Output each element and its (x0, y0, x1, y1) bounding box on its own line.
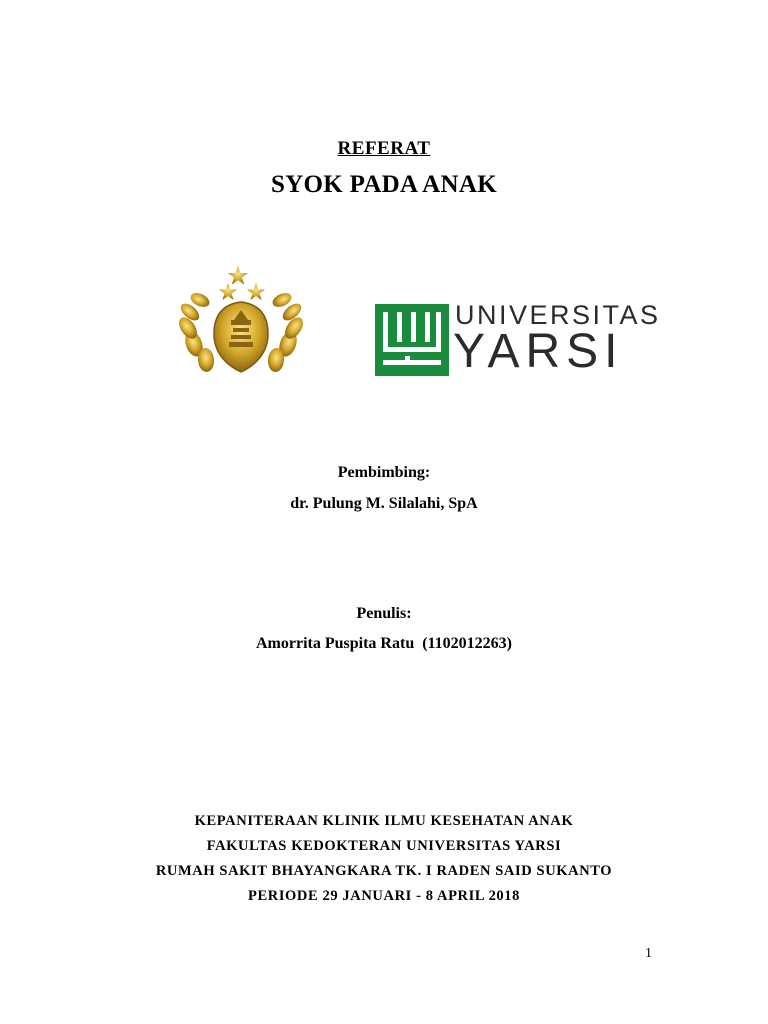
period-line: PERIODE 29 JANUARI - 8 APRIL 2018 (248, 888, 520, 904)
star-icon (247, 283, 265, 300)
logo-line-yarsi: YARSI (453, 325, 624, 378)
hospital-line: RUMAH SAKIT BHAYANGKARA TK. I RADEN SAID SUKANTO (155, 863, 613, 879)
document-type: REFERAT (337, 138, 431, 159)
yarsi-university-logo (375, 300, 661, 378)
department-line: KEPANITERAAN KLINIK ILMU KESEHATAN ANAK (194, 813, 574, 829)
document-title: SYOK PADA ANAK (271, 171, 497, 198)
supervisor-label: Pembimbing: (337, 464, 431, 481)
page-number: 1 (645, 946, 652, 961)
writer-name: Amorrita Puspita Ratu (1102012263) (256, 635, 512, 652)
yarsi-mark-icon (375, 304, 449, 376)
writer-label: Penulis: (356, 605, 412, 622)
police-emblem-logo (176, 262, 306, 384)
star-icon (219, 283, 237, 300)
supervisor-name: dr. Pulung M. Silalahi, SpA (290, 495, 478, 512)
star-icon (228, 266, 248, 285)
logo-line-universitas: UNIVERSITAS (455, 300, 661, 330)
faculty-line: FAKULTAS KEDOKTERAN UNIVERSITAS YARSI (206, 838, 562, 854)
